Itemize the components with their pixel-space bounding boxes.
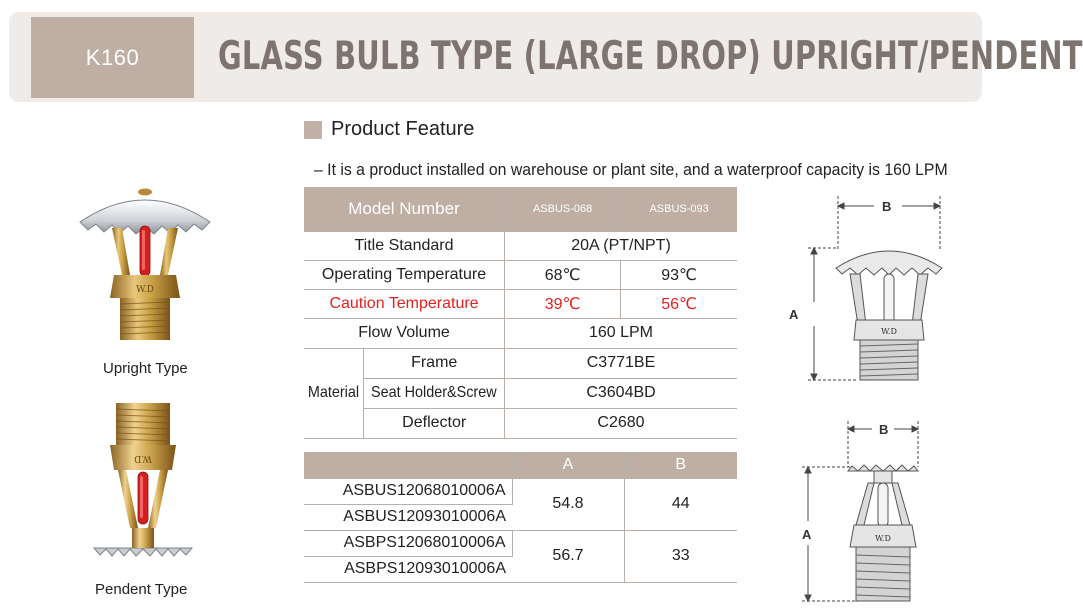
section-title: Product Feature xyxy=(331,118,475,140)
row-label: Caution Temperature xyxy=(304,289,505,318)
dimension-table xyxy=(304,452,737,583)
caution-temperature-row xyxy=(304,289,737,318)
table-row xyxy=(304,530,737,556)
row-label: Operating Temperature xyxy=(304,260,505,289)
model-cell: ASBPS12068010006A xyxy=(304,530,512,556)
upright-caption: Upright Type xyxy=(103,360,188,377)
model-cell: ASBUS12093010006A xyxy=(304,504,512,530)
emboss-text: W.D xyxy=(881,327,897,336)
model-header-068: ASBUS-068 xyxy=(505,187,621,231)
flow-volume-row xyxy=(304,318,737,348)
feature-text: – It is a product installed on warehouse or plant site, and a waterproof capacity is 160 LPM xyxy=(314,160,948,179)
dimension-a-label: A xyxy=(802,527,812,542)
row-label: Flow Volume xyxy=(304,318,505,348)
section-bullet-icon xyxy=(304,121,322,139)
spec-table xyxy=(304,187,737,439)
model-cell: ASBPS12093010006A xyxy=(304,556,512,582)
row-label: Deflector xyxy=(364,408,505,438)
spec-head-row xyxy=(304,187,737,231)
pendent-caption: Pendent Type xyxy=(95,581,188,598)
row-value: C2680 xyxy=(505,408,738,438)
pendent-dimension-drawing xyxy=(790,415,960,605)
emboss-text: W.D xyxy=(134,453,152,463)
model-number-header: Model Number xyxy=(304,187,505,231)
model-code-badge xyxy=(31,17,194,98)
dimension-head-row xyxy=(304,452,737,478)
dimension-a-header: A xyxy=(512,452,624,478)
page-title: GLASS BULB TYPE (LARGE DROP) UPRIGHT/PENDENT xyxy=(218,34,1083,79)
material-frame-row xyxy=(304,348,737,378)
dimension-a-label: A xyxy=(789,307,799,322)
row-value: 56℃ xyxy=(621,289,737,318)
dimension-a-value: 56.7 xyxy=(512,530,624,582)
row-label: Frame xyxy=(364,348,505,378)
dimension-b-value: 33 xyxy=(624,530,737,582)
row-label: Seat Holder&Screw xyxy=(364,378,505,408)
row-value: C3604BD xyxy=(505,378,738,408)
model-cell: ASBUS12068010006A xyxy=(304,478,512,504)
material-seat-row xyxy=(304,378,737,408)
upright-sprinkler-photo xyxy=(70,180,220,350)
model-header-093: ASBUS-093 xyxy=(621,187,737,231)
model-column-header xyxy=(304,452,512,478)
row-value: 160 LPM xyxy=(505,318,738,348)
dimension-b-value: 44 xyxy=(624,478,737,530)
title-standard-row xyxy=(304,231,737,260)
operating-temperature-row xyxy=(304,260,737,289)
upright-dimension-drawing xyxy=(778,190,968,390)
dimension-b-header: B xyxy=(624,452,737,478)
emboss-text: W.D xyxy=(136,285,154,295)
dimension-a-value: 54.8 xyxy=(512,478,624,530)
row-value: C3771BE xyxy=(505,348,738,378)
pendent-sprinkler-photo xyxy=(88,398,198,568)
model-code: K160 xyxy=(85,44,140,70)
row-value: 39℃ xyxy=(505,289,621,318)
dimension-b-label: B xyxy=(882,199,892,214)
emboss-text: W.D xyxy=(875,534,891,543)
table-row xyxy=(304,478,737,504)
row-value: 68℃ xyxy=(505,260,621,289)
material-deflector-row xyxy=(304,408,737,438)
material-label: Material xyxy=(304,348,364,438)
row-label: Title Standard xyxy=(304,231,505,260)
row-value: 93℃ xyxy=(621,260,737,289)
row-value: 20A (PT/NPT) xyxy=(505,231,738,260)
dimension-b-label: B xyxy=(879,422,889,437)
